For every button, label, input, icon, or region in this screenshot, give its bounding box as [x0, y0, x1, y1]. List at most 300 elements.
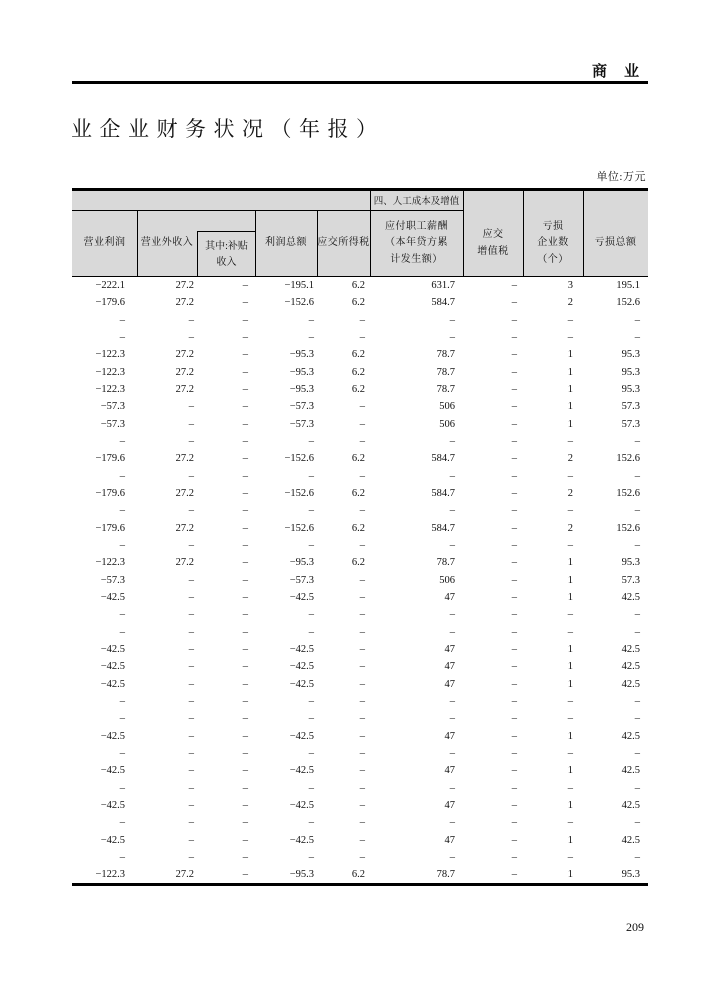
table-cell: 6.2: [351, 453, 365, 465]
table-row: [72, 606, 648, 623]
table-cell: –: [188, 331, 194, 343]
table-cell: –: [242, 851, 248, 863]
table-cell: –: [511, 383, 517, 395]
table-cell: 57.3: [621, 574, 640, 586]
col-header-subsidy-income: [197, 231, 255, 277]
table-row: [72, 416, 648, 433]
table-cell: −95.3: [289, 366, 314, 378]
table-cell: –: [308, 626, 314, 638]
table-cell: –: [308, 470, 314, 482]
table-cell: –: [188, 695, 194, 707]
table-row: [72, 312, 648, 329]
table-cell: −57.3: [289, 401, 314, 413]
table-row: [72, 398, 648, 415]
table-cell: 27.2: [175, 349, 194, 361]
table-row: [72, 554, 648, 571]
table-cell: 42.5: [621, 799, 640, 811]
table-row: [72, 866, 648, 883]
table-cell: 3: [567, 280, 573, 291]
table-cell: –: [242, 505, 248, 517]
table-cell: –: [511, 695, 517, 707]
table-cell: 195.1: [616, 280, 640, 291]
table-cell: 1: [567, 643, 573, 655]
table-cell: –: [188, 626, 194, 638]
table-cell: –: [567, 314, 573, 326]
table-cell: 1: [567, 799, 573, 811]
table-cell: –: [359, 730, 365, 742]
table-cell: –: [511, 401, 517, 413]
table-cell: –: [242, 539, 248, 551]
table-cell: 78.7: [436, 349, 455, 361]
table-cell: –: [511, 817, 517, 829]
table-cell: 6.2: [351, 487, 365, 499]
table-cell: 506: [439, 574, 455, 586]
table-cell: 584.7: [431, 297, 455, 309]
table-row: [72, 381, 648, 398]
table-cell: 78.7: [436, 383, 455, 395]
table-cell: –: [449, 713, 455, 725]
table-cell: –: [188, 418, 194, 430]
table-cell: –: [188, 817, 194, 829]
table-cell: 2: [567, 487, 573, 499]
page-title: 业企业财务状况（年报）: [71, 117, 385, 141]
table-row: [72, 346, 648, 363]
table-cell: –: [511, 418, 517, 430]
table-cell: –: [359, 418, 365, 430]
table-cell: 6.2: [351, 869, 365, 881]
table-row: [72, 450, 648, 467]
table-cell: 1: [567, 557, 573, 569]
table-cell: −42.5: [289, 643, 314, 655]
table-cell: 47: [444, 834, 455, 846]
table-cell: –: [359, 626, 365, 638]
table-cell: –: [308, 331, 314, 343]
table-cell: –: [511, 713, 517, 725]
table-cell: –: [511, 661, 517, 673]
table-cell: −42.5: [100, 765, 125, 777]
table-row: [72, 676, 648, 693]
table-cell: –: [242, 366, 248, 378]
col-header-operating-profit: 营业利润: [83, 237, 126, 249]
table-cell: –: [634, 851, 640, 863]
table-cell: –: [188, 747, 194, 759]
table-cell: –: [511, 626, 517, 638]
table-cell: –: [308, 817, 314, 829]
table-cell: 95.3: [621, 869, 640, 881]
table-cell: –: [449, 505, 455, 517]
table-cell: –: [308, 505, 314, 517]
table-cell: −57.3: [100, 574, 125, 586]
table-cell: –: [511, 505, 517, 517]
table-cell: –: [511, 331, 517, 343]
table-cell: −152.6: [284, 453, 314, 465]
table-cell: –: [242, 297, 248, 309]
table-cell: −95.3: [289, 869, 314, 881]
table-cell: −95.3: [289, 383, 314, 395]
table-cell: –: [308, 609, 314, 621]
table-cell: –: [242, 418, 248, 430]
table-cell: –: [359, 643, 365, 655]
group-header-labor-cost: 四、人工成本及增值: [373, 197, 460, 208]
table-cell: 57.3: [621, 401, 640, 413]
table-cell: –: [188, 799, 194, 811]
table-cell: –: [567, 626, 573, 638]
table-cell: 78.7: [436, 366, 455, 378]
table-cell: 1: [567, 418, 573, 430]
table-cell: −42.5: [100, 799, 125, 811]
table-cell: –: [119, 470, 125, 482]
table-cell: –: [308, 747, 314, 759]
table-cell: 57.3: [621, 418, 640, 430]
table-cell: –: [511, 539, 517, 551]
col-header-employee-compensation: 应付职工薪酬 （本年贷方累 计发生额）: [385, 220, 448, 265]
table-cell: –: [119, 695, 125, 707]
table-cell: −57.3: [289, 418, 314, 430]
table-cell: 584.7: [431, 453, 455, 465]
table-cell: –: [567, 435, 573, 447]
table-row: [72, 537, 648, 554]
table-cell: 42.5: [621, 834, 640, 846]
subsidy-line1: 其中:补贴: [205, 241, 248, 252]
table-cell: –: [119, 782, 125, 794]
table-cell: –: [511, 522, 517, 534]
table-row: [72, 468, 648, 485]
table-cell: 6.2: [351, 280, 365, 291]
table-cell: 78.7: [436, 557, 455, 569]
table-cell: 27.2: [175, 297, 194, 309]
table-cell: –: [188, 730, 194, 742]
table-cell: –: [359, 609, 365, 621]
table-cell: –: [242, 817, 248, 829]
table-cell: −152.6: [284, 522, 314, 534]
table-cell: 584.7: [431, 522, 455, 534]
table-body: [72, 277, 648, 883]
col-header-income-tax-payable: 应交所得税: [317, 237, 370, 249]
table-cell: −42.5: [289, 834, 314, 846]
table-cell: −42.5: [100, 730, 125, 742]
table-cell: –: [242, 678, 248, 690]
table-cell: 42.5: [621, 678, 640, 690]
table-cell: 6.2: [351, 366, 365, 378]
table-cell: −152.6: [284, 487, 314, 499]
table-cell: 42.5: [621, 730, 640, 742]
table-cell: –: [634, 817, 640, 829]
table-cell: −42.5: [100, 591, 125, 603]
table-cell: 1: [567, 730, 573, 742]
table-cell: –: [242, 799, 248, 811]
table-cell: –: [242, 730, 248, 742]
table-cell: 1: [567, 869, 573, 881]
table-row: [72, 693, 648, 710]
table-cell: 6.2: [351, 557, 365, 569]
table-cell: –: [242, 765, 248, 777]
table-cell: 1: [567, 765, 573, 777]
table-cell: –: [188, 765, 194, 777]
table-header: [72, 188, 648, 277]
table-cell: –: [119, 331, 125, 343]
table-cell: –: [308, 695, 314, 707]
table-cell: −42.5: [289, 765, 314, 777]
table-cell: –: [359, 661, 365, 673]
table-cell: –: [242, 314, 248, 326]
table-cell: −122.3: [95, 366, 125, 378]
unit-note: 单位:万元: [596, 171, 646, 183]
table-cell: 95.3: [621, 383, 640, 395]
table-cell: −42.5: [289, 678, 314, 690]
table-cell: −42.5: [100, 678, 125, 690]
table-cell: –: [242, 609, 248, 621]
table-cell: –: [359, 591, 365, 603]
table-cell: –: [634, 505, 640, 517]
table-cell: −122.3: [95, 557, 125, 569]
table-cell: –: [634, 539, 640, 551]
table-cell: −222.1: [95, 280, 125, 291]
table-cell: –: [511, 799, 517, 811]
table-cell: –: [359, 331, 365, 343]
table-cell: –: [511, 851, 517, 863]
table-cell: 6.2: [351, 522, 365, 534]
table-cell: –: [634, 470, 640, 482]
table-row: [72, 329, 648, 346]
table-cell: −57.3: [289, 574, 314, 586]
table-row: [72, 745, 648, 762]
table-cell: –: [511, 470, 517, 482]
table-cell: –: [449, 747, 455, 759]
table-cell: –: [511, 297, 517, 309]
table-cell: –: [188, 539, 194, 551]
table-row: [72, 814, 648, 831]
table-cell: 27.2: [175, 487, 194, 499]
running-head: 商 业: [591, 64, 640, 80]
table-cell: –: [119, 626, 125, 638]
table-cell: −57.3: [100, 401, 125, 413]
table-row: [72, 485, 648, 502]
table-cell: –: [188, 314, 194, 326]
table-cell: 78.7: [436, 869, 455, 881]
table-cell: –: [359, 782, 365, 794]
table-cell: −42.5: [289, 799, 314, 811]
table-cell: 506: [439, 401, 455, 413]
table-cell: 47: [444, 678, 455, 690]
table-cell: −42.5: [289, 661, 314, 673]
table-row: [72, 762, 648, 779]
table-cell: −95.3: [289, 557, 314, 569]
table-cell: −179.6: [95, 522, 125, 534]
table-cell: –: [242, 435, 248, 447]
table-row: [72, 277, 648, 294]
table-cell: 584.7: [431, 487, 455, 499]
table-cell: 27.2: [175, 280, 194, 291]
table-cell: –: [511, 435, 517, 447]
financial-table: [72, 188, 648, 886]
table-cell: –: [449, 782, 455, 794]
table-cell: –: [188, 851, 194, 863]
table-cell: –: [359, 713, 365, 725]
table-row: [72, 572, 648, 589]
table-cell: –: [567, 747, 573, 759]
table-cell: –: [188, 401, 194, 413]
table-cell: 42.5: [621, 661, 640, 673]
table-cell: 47: [444, 661, 455, 673]
table-cell: –: [308, 851, 314, 863]
table-cell: 27.2: [175, 453, 194, 465]
table-cell: 95.3: [621, 366, 640, 378]
table-cell: 1: [567, 574, 573, 586]
table-bottom-rule: [72, 883, 648, 886]
table-cell: –: [119, 817, 125, 829]
table-cell: –: [449, 539, 455, 551]
col-header-total-profit: 利润总额: [265, 237, 307, 249]
table-cell: –: [188, 713, 194, 725]
table-cell: –: [511, 557, 517, 569]
table-cell: –: [242, 557, 248, 569]
table-row: [72, 849, 648, 866]
table-cell: –: [188, 782, 194, 794]
table-cell: –: [359, 574, 365, 586]
table-cell: –: [449, 626, 455, 638]
table-row: [72, 728, 648, 745]
table-cell: –: [511, 487, 517, 499]
table-cell: –: [308, 539, 314, 551]
table-cell: 1: [567, 383, 573, 395]
table-cell: –: [119, 435, 125, 447]
table-cell: –: [567, 851, 573, 863]
table-cell: –: [511, 730, 517, 742]
table-cell: −179.6: [95, 297, 125, 309]
table-cell: –: [242, 834, 248, 846]
table-cell: 6.2: [351, 383, 365, 395]
table-cell: –: [308, 713, 314, 725]
table-cell: –: [359, 747, 365, 759]
table-cell: –: [119, 747, 125, 759]
table-cell: –: [119, 713, 125, 725]
table-cell: –: [567, 782, 573, 794]
table-cell: 27.2: [175, 557, 194, 569]
table-cell: 631.7: [431, 280, 455, 291]
table-cell: 1: [567, 678, 573, 690]
table-cell: –: [511, 349, 517, 361]
table-cell: −179.6: [95, 487, 125, 499]
table-cell: 27.2: [175, 366, 194, 378]
table-cell: –: [567, 505, 573, 517]
table-cell: 2: [567, 297, 573, 309]
table-cell: –: [511, 591, 517, 603]
table-cell: –: [242, 591, 248, 603]
table-cell: –: [188, 678, 194, 690]
table-cell: 152.6: [616, 453, 640, 465]
table-row: [72, 364, 648, 381]
table-cell: –: [242, 280, 248, 291]
table-cell: –: [242, 869, 248, 881]
table-cell: –: [449, 314, 455, 326]
table-cell: –: [567, 695, 573, 707]
table-cell: –: [634, 314, 640, 326]
table-row: [72, 641, 648, 658]
table-cell: 27.2: [175, 522, 194, 534]
table-cell: –: [359, 470, 365, 482]
table-cell: 95.3: [621, 349, 640, 361]
table-cell: –: [359, 834, 365, 846]
table-cell: –: [359, 401, 365, 413]
table-row: [72, 624, 648, 641]
table-cell: –: [511, 609, 517, 621]
table-cell: –: [188, 574, 194, 586]
table-cell: –: [634, 747, 640, 759]
table-cell: –: [119, 314, 125, 326]
table-cell: –: [634, 626, 640, 638]
table-cell: –: [511, 834, 517, 846]
table-cell: –: [511, 314, 517, 326]
table-cell: 6.2: [351, 349, 365, 361]
table-cell: 152.6: [616, 487, 640, 499]
table-cell: –: [242, 695, 248, 707]
table-row: [72, 832, 648, 849]
table-row: [72, 658, 648, 675]
table-cell: –: [242, 643, 248, 655]
table-cell: –: [359, 314, 365, 326]
table-cell: –: [567, 539, 573, 551]
table-cell: –: [242, 401, 248, 413]
table-cell: 42.5: [621, 643, 640, 655]
table-cell: –: [119, 539, 125, 551]
table-cell: –: [119, 505, 125, 517]
table-cell: −42.5: [289, 591, 314, 603]
table-cell: –: [567, 609, 573, 621]
table-cell: –: [242, 661, 248, 673]
table-cell: –: [634, 331, 640, 343]
table-cell: –: [449, 470, 455, 482]
table-cell: 1: [567, 366, 573, 378]
table-cell: –: [511, 869, 517, 881]
table-cell: 47: [444, 591, 455, 603]
table-cell: –: [449, 609, 455, 621]
table-cell: –: [449, 695, 455, 707]
table-cell: –: [511, 643, 517, 655]
table-cell: –: [449, 817, 455, 829]
table-cell: –: [188, 505, 194, 517]
table-cell: 95.3: [621, 557, 640, 569]
table-cell: 2: [567, 453, 573, 465]
table-cell: –: [242, 470, 248, 482]
table-cell: 1: [567, 661, 573, 673]
table-cell: –: [511, 574, 517, 586]
table-cell: 6.2: [351, 297, 365, 309]
table-cell: –: [242, 453, 248, 465]
table-row: [72, 520, 648, 537]
table-cell: –: [242, 626, 248, 638]
table-cell: 1: [567, 834, 573, 846]
table-cell: –: [359, 505, 365, 517]
table-cell: –: [308, 435, 314, 447]
table-cell: –: [242, 487, 248, 499]
table-cell: −57.3: [100, 418, 125, 430]
table-cell: −42.5: [100, 834, 125, 846]
table-cell: −122.3: [95, 349, 125, 361]
table-cell: 42.5: [621, 765, 640, 777]
table-cell: –: [567, 713, 573, 725]
table-cell: –: [511, 747, 517, 759]
table-row: [72, 710, 648, 727]
table-cell: 152.6: [616, 297, 640, 309]
page-number: 209: [626, 920, 644, 934]
table-cell: −42.5: [100, 661, 125, 673]
table-cell: –: [242, 574, 248, 586]
table-cell: 1: [567, 349, 573, 361]
table-row: [72, 589, 648, 606]
running-head-rule: [72, 81, 648, 84]
table-cell: −122.3: [95, 383, 125, 395]
table-top-rule: [72, 188, 648, 191]
